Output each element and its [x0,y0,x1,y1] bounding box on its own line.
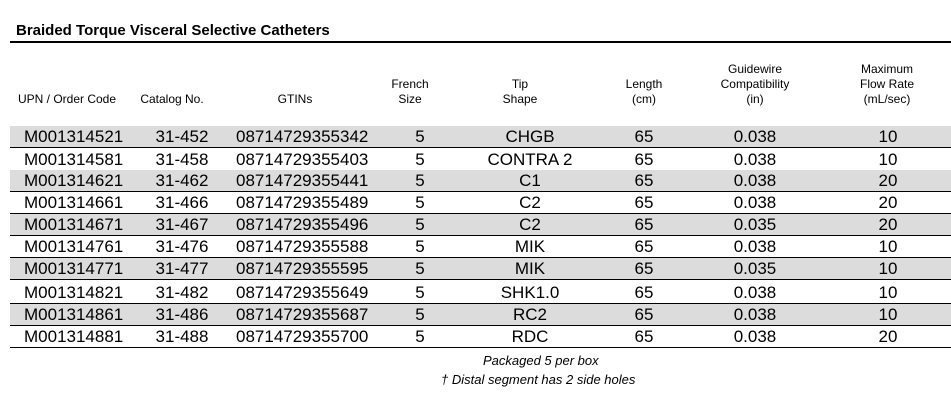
gtin-cell: 08714729355595 [236,259,369,278]
tip-shape-cell: SHK1.0 [500,283,560,302]
table-row [10,192,951,214]
header-tip-line2: Shape [502,92,538,106]
gtin-cell: 08714729355403 [236,150,369,169]
tip-shape-cell: C1 [519,171,541,190]
flow-rate-cell: 10 [878,283,898,302]
header-french-line1: French [391,77,429,91]
catalog-cell: 31-458 [155,150,209,169]
guidewire-cell: 0.038 [733,305,777,324]
flow-rate-cell: 10 [878,150,898,169]
table-row [10,326,951,348]
flow-rate-cell: 20 [878,171,898,190]
upn-cell: M001314881 [24,327,124,346]
header-length-line1: Length [625,77,663,91]
catalog-cell: 31-467 [155,215,209,234]
french-size-cell: 5 [415,215,425,234]
header-guidewire-line1: Guidewire [727,62,783,76]
header-gtins [256,92,334,107]
upn-cell: M001314861 [24,305,124,324]
catalog-cell: 31-462 [155,171,209,190]
table-row [10,149,951,171]
catalog-cell: 31-466 [155,193,209,212]
tip-shape-cell: RC2 [512,305,547,324]
catalog-cell: 31-482 [155,283,209,302]
guidewire-cell: 0.038 [733,171,777,190]
tip-shape-cell: C2 [519,193,541,212]
catalog-cell: 31-488 [155,327,209,346]
length-cell: 65 [634,150,654,169]
tip-shape-cell: MIK [514,259,546,278]
header-length-line2: (cm) [632,92,656,106]
tip-shape-cell: CONTRA 2 [487,150,573,169]
guidewire-cell: 0.038 [733,237,777,256]
guidewire-cell: 0.038 [733,150,777,169]
guidewire-cell: 0.035 [733,259,777,278]
french-size-cell: 5 [415,150,425,169]
header-gtins-label: GTINs [277,92,313,106]
header-french-line2: Size [398,92,422,106]
french-size-cell: 5 [415,127,425,146]
gtin-cell: 08714729355342 [236,127,369,146]
table-row [10,236,951,258]
flow-rate-cell: 20 [878,327,898,346]
flow-rate-cell: 10 [878,127,898,146]
french-size-cell: 5 [415,193,425,212]
guidewire-cell: 0.038 [733,327,777,346]
header-length [614,77,674,107]
catalog-cell: 31-486 [155,305,209,324]
table-row [10,214,951,236]
upn-cell: M001314661 [24,193,124,212]
length-cell: 65 [634,215,654,234]
tip-shape-cell: RDC [511,327,549,346]
catalog-cell: 31-476 [155,237,209,256]
gtin-cell: 08714729355649 [236,283,369,302]
table-row [10,126,951,148]
flow-rate-cell: 10 [878,305,898,324]
flow-rate-cell: 20 [878,215,898,234]
french-size-cell: 5 [415,305,425,324]
header-guidewire-line2: Compatibility [720,77,790,91]
length-cell: 65 [634,283,654,302]
french-size-cell: 5 [415,327,425,346]
gtin-cell: 08714729355700 [236,327,369,346]
length-cell: 65 [634,259,654,278]
header-flow-line2: Flow Rate [859,77,915,91]
upn-cell: M001314581 [24,150,124,169]
upn-cell: M001314621 [24,171,124,190]
upn-cell: M001314761 [24,237,124,256]
header-upn [18,92,116,107]
upn-cell: M001314771 [24,259,124,278]
gtin-cell: 08714729355496 [236,215,369,234]
header-guidewire [710,62,800,107]
table-row [10,282,951,304]
header-flow [842,62,932,107]
length-cell: 65 [634,193,654,212]
flow-rate-cell: 20 [878,193,898,212]
upn-cell: M001314521 [24,127,124,146]
gtin-cell: 08714729355441 [236,171,369,190]
flow-rate-cell: 10 [878,237,898,256]
header-tip [490,77,550,107]
tip-shape-cell: MIK [514,237,546,256]
upn-cell: M001314671 [24,215,124,234]
guidewire-cell: 0.038 [733,283,777,302]
header-catalog [130,92,214,107]
header-tip-line1: Tip [511,77,529,91]
page-title: Braided Torque Visceral Selective Catheters [16,22,330,39]
catalog-cell: 31-477 [155,259,209,278]
gtin-cell: 08714729355489 [236,193,369,212]
catalog-cell: 31-452 [155,127,209,146]
length-cell: 65 [634,327,654,346]
length-cell: 65 [634,127,654,146]
header-french [380,77,440,107]
table-row [10,258,951,280]
guidewire-cell: 0.038 [733,127,777,146]
table-row [10,304,951,326]
french-size-cell: 5 [415,283,425,302]
french-size-cell: 5 [415,171,425,190]
packaging-note: Packaged 5 per box [483,353,599,368]
header-flow-line1: Maximum [860,62,913,76]
guidewire-cell: 0.038 [733,193,777,212]
table-row [10,170,951,192]
header-catalog-label: Catalog No. [140,92,204,106]
length-cell: 65 [634,171,654,190]
gtin-cell: 08714729355588 [236,237,369,256]
tip-shape-cell: CHGB [505,127,555,146]
french-size-cell: 5 [415,259,425,278]
length-cell: 65 [634,237,654,256]
guidewire-cell: 0.035 [733,215,777,234]
flow-rate-cell: 10 [878,259,898,278]
header-guidewire-line3: (in) [746,92,764,106]
tip-shape-cell: C2 [519,215,541,234]
length-cell: 65 [634,305,654,324]
title-rule [10,41,951,43]
header-upn-label: UPN / Order Code [18,92,117,106]
french-size-cell: 5 [415,237,425,256]
distal-note: † Distal segment has 2 side holes [441,372,636,387]
upn-cell: M001314821 [24,283,124,302]
gtin-cell: 08714729355687 [236,305,369,324]
header-flow-line3: (mL/sec) [863,92,911,106]
